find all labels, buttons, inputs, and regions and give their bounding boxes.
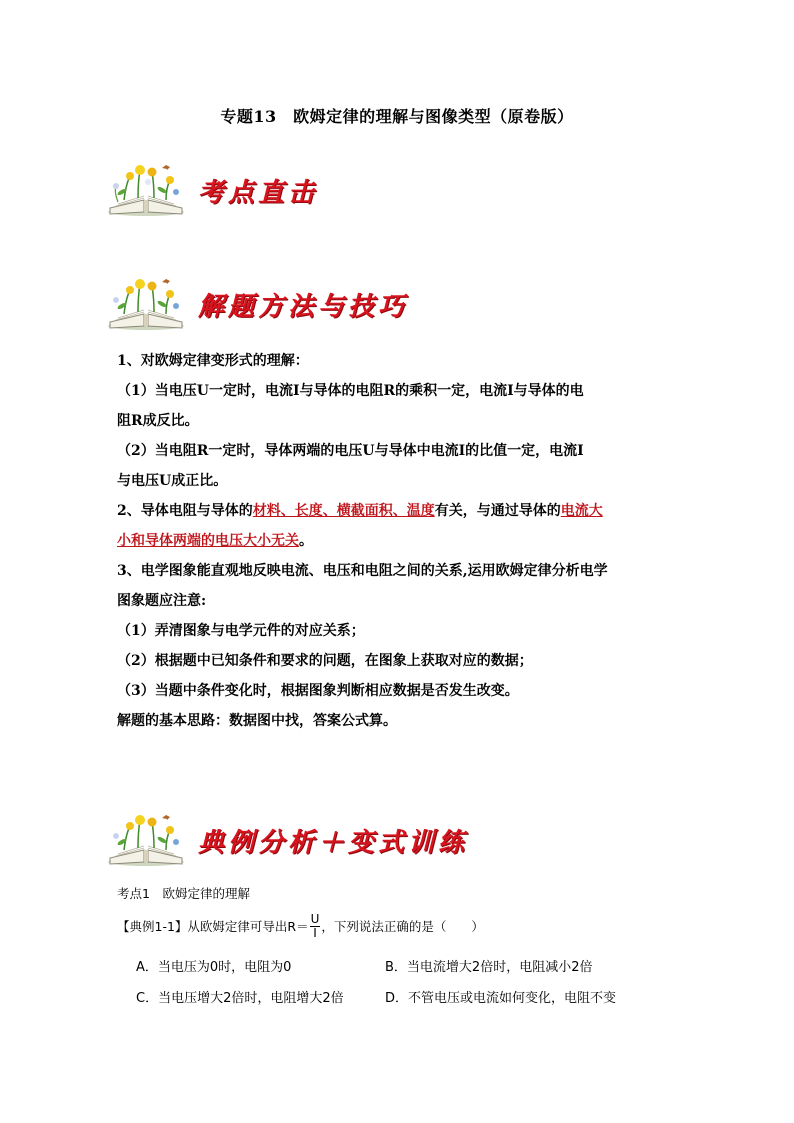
section-heading-text: 典例分析＋变式训练 <box>198 827 469 858</box>
method-item-2-mid: 有关，与通过导体的 <box>434 503 561 519</box>
method-item-3b: 图象题应注意: <box>117 593 207 609</box>
fraction-numerator: U <box>310 911 320 926</box>
unrelated-factors-highlight-b: 小和导体两端的电压大小无关 <box>117 533 299 549</box>
section-heading-1 <box>104 162 318 218</box>
method-item-2-end: 。 <box>299 533 313 549</box>
fraction-denominator: I <box>313 925 317 940</box>
document-title: 专题13 欧姆定律的理解与图像类型（原卷版） <box>220 107 574 126</box>
exam-point-label: 考点1 欧姆定律的理解 <box>117 886 250 901</box>
method-item-1-1b: 阻R成反比。 <box>117 413 199 429</box>
unrelated-factors-highlight-a: 电流大 <box>560 503 603 519</box>
method-item-2 <box>117 496 687 526</box>
book-flowers-icon <box>104 162 188 218</box>
method-item-1-1a: （1）当电压U一定时，电流I与导体的电阻R的乘积一定，电流I与导体的电 <box>117 383 584 399</box>
section-heading-2 <box>104 276 408 332</box>
method-item-1: 1、对欧姆定律变形式的理解： <box>117 353 309 369</box>
example-question-stem <box>117 910 484 942</box>
method-summary: 解题的基本思路：数据图中找，答案公式算。 <box>117 713 397 729</box>
method-item-1-2b: 与电压U成正比。 <box>117 473 228 489</box>
example-tag: 【典例1-1】 <box>117 919 188 934</box>
option-d[interactable]: D．不管电压或电流如何变化，电阻不变 <box>385 991 617 1006</box>
methods-block <box>117 346 687 736</box>
book-flowers-icon <box>104 276 188 332</box>
example-stem-post: ，下列说法正确的是（ ） <box>321 919 484 934</box>
section-heading-text: 解题方法与技巧 <box>198 291 409 322</box>
method-item-3-3: （3）当题中条件变化时，根据图象判断相应数据是否发生改变。 <box>117 683 519 699</box>
method-item-3-1: （1）弄清图象与电学元件的对应关系； <box>117 623 365 639</box>
method-item-3-2: （2）根据题中已知条件和要求的问题，在图象上获取对应的数据； <box>117 653 533 669</box>
method-item-2-pre: 2、导体电阻与导体的 <box>117 503 253 519</box>
method-item-1-2a: （2）当电阻R一定时，导体两端的电压U与导体中电流I的比值一定，电流I <box>117 443 584 459</box>
ohm-fraction <box>310 913 321 940</box>
key-factors-highlight: 材料、长度、横截面积、温度 <box>252 503 435 519</box>
book-flowers-icon <box>104 812 188 868</box>
section-heading-3 <box>104 812 468 868</box>
method-item-3a: 3、电学图象能直观地反映电流、电压和电阻之间的关系,运用欧姆定律分析电学 <box>117 563 608 579</box>
option-b[interactable]: B．当电流增大2倍时，电阻减小2倍 <box>385 960 593 975</box>
option-a[interactable]: A．当电压为0时，电阻为0 <box>136 960 292 975</box>
option-c[interactable]: C．当电压增大2倍时，电阻增大2倍 <box>136 991 344 1006</box>
method-item-2-cont <box>117 526 687 556</box>
section-heading-text: 考点直击 <box>198 177 319 208</box>
example-stem-pre: 从欧姆定律可导出R＝ <box>187 919 309 934</box>
